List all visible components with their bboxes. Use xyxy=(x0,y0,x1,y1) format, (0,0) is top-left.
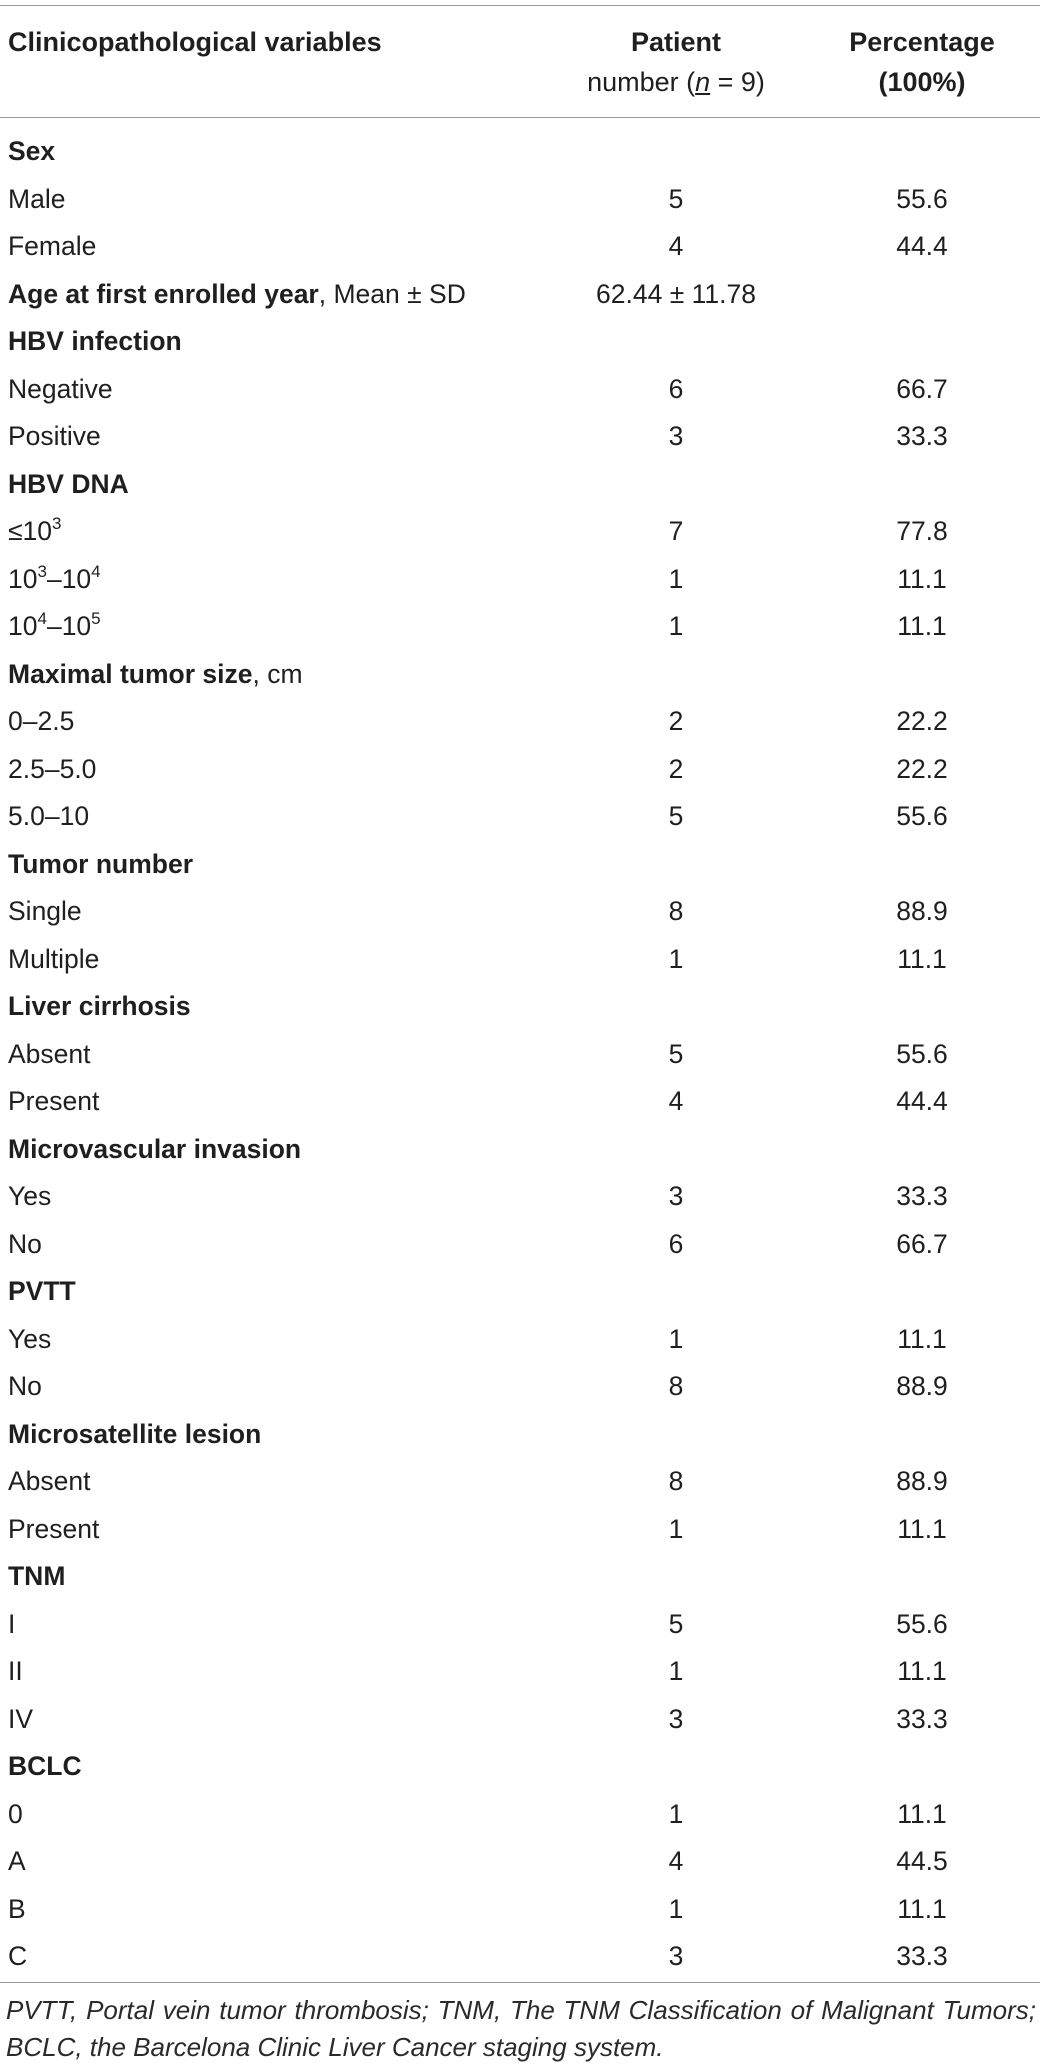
section-heading xyxy=(8,1134,301,1165)
row-label xyxy=(8,801,89,832)
table-row xyxy=(0,508,1040,556)
section-heading xyxy=(8,1276,76,1307)
patient-number-cell: 1 xyxy=(668,563,684,594)
row-label-text: Positive xyxy=(8,421,101,451)
row-label-text: A xyxy=(8,1846,26,1876)
row-label-text: B xyxy=(8,1893,26,1924)
table-row xyxy=(0,888,1040,936)
patient-number-cell: 4 xyxy=(668,1086,684,1116)
row-label xyxy=(8,1324,51,1355)
patient-number-cell: 3 xyxy=(668,1181,684,1211)
exponent: 4 xyxy=(91,561,101,581)
range-separator: –10 xyxy=(46,563,92,594)
percentage-cell: 44.4 xyxy=(896,231,948,261)
patient-number-cell: 62.44 ± 11.78 xyxy=(596,278,756,309)
patient-number-cell: 5 xyxy=(668,801,684,831)
row-label-text: No xyxy=(8,1228,42,1259)
row-label xyxy=(8,1181,51,1212)
row-label-text: HBV DNA xyxy=(8,468,129,499)
percentage-cell: 66.7 xyxy=(896,373,948,404)
patient-number-cell: 7 xyxy=(668,516,684,546)
patient-number-cell: 5 xyxy=(668,1608,684,1639)
percentage-cell: 22.2 xyxy=(896,706,948,736)
section-heading-row xyxy=(0,1411,1040,1459)
table-row xyxy=(0,176,1040,224)
header-patient-pre: number ( xyxy=(587,67,696,97)
row-label-text: PVTT xyxy=(8,1276,76,1306)
section-heading xyxy=(8,659,303,690)
section-heading xyxy=(8,136,55,167)
row-label-text: Tumor number xyxy=(8,848,194,879)
section-heading-row xyxy=(0,1743,1040,1791)
row-label-text: Age at first enrolled year xyxy=(8,278,319,309)
patient-number-cell: 4 xyxy=(668,1846,684,1876)
table-header-rule xyxy=(0,117,1040,118)
section-heading xyxy=(8,1751,82,1782)
row-label-text: Yes xyxy=(8,1323,52,1354)
table-row xyxy=(0,1363,1040,1411)
row-label-text: 10 xyxy=(8,611,38,641)
row-label xyxy=(8,1846,26,1877)
table-row xyxy=(0,936,1040,984)
row-label xyxy=(8,1086,99,1117)
percentage-cell: 22.2 xyxy=(896,753,948,784)
header-patient-post: = 9) xyxy=(710,67,765,97)
table-row xyxy=(0,223,1040,271)
row-label xyxy=(8,421,101,452)
row-label xyxy=(8,706,74,737)
table-row xyxy=(0,556,1040,604)
percentage-cell: 33.3 xyxy=(896,1703,948,1734)
patient-number-cell: 2 xyxy=(668,706,684,736)
table-row xyxy=(0,746,1040,794)
percentage-cell: 33.3 xyxy=(896,1181,948,1211)
section-heading-row xyxy=(0,651,1040,699)
table-footnote: PVTT, Portal vein tumor thrombosis; TNM, The TNM Classification of Malignant Tumors; BCLC, the Barcelona Clinic Liver Cancer staging system. xyxy=(6,1995,1036,2062)
table-row xyxy=(0,1933,1040,1981)
section-heading xyxy=(8,991,191,1022)
percentage-cell: 11.1 xyxy=(897,563,947,594)
row-label xyxy=(8,1229,42,1260)
section-heading-row xyxy=(0,128,1040,176)
row-label xyxy=(8,1371,42,1402)
patient-number-cell: 1 xyxy=(668,1893,684,1924)
table-row xyxy=(0,1173,1040,1221)
row-label xyxy=(8,896,82,927)
row-label-text: IV xyxy=(8,1703,34,1734)
row-label-text: 0–2.5 xyxy=(8,706,75,736)
row-label-text: Male xyxy=(8,183,66,214)
table-row xyxy=(0,1458,1040,1506)
row-label-text: Multiple xyxy=(8,943,100,974)
percentage-cell: 11.1 xyxy=(897,1798,947,1829)
row-label xyxy=(8,754,96,785)
section-heading-row xyxy=(0,841,1040,889)
row-label-text: ≤10 xyxy=(8,516,53,546)
percentage-cell: 44.4 xyxy=(896,1086,948,1116)
table-row xyxy=(0,413,1040,461)
percentage-cell: 55.6 xyxy=(896,1038,948,1069)
header-patient-line1: Patient xyxy=(630,27,722,57)
patient-number-cell: 3 xyxy=(668,1703,684,1734)
row-label-text: Microvascular invasion xyxy=(8,1133,302,1164)
table-row xyxy=(0,603,1040,651)
header-variables: Clinicopathological variables xyxy=(8,27,382,57)
row-label-text: Absent xyxy=(8,1466,91,1496)
patient-number-cell: 1 xyxy=(668,1323,684,1354)
row-label-text: C xyxy=(8,1941,28,1971)
patient-number-cell: 4 xyxy=(668,231,684,261)
row-label-text: II xyxy=(8,1656,23,1686)
table-row xyxy=(0,793,1040,841)
percentage-cell: 77.8 xyxy=(896,516,948,546)
percentage-cell: 66.7 xyxy=(896,1228,948,1259)
percentage-cell: 88.9 xyxy=(896,1371,948,1401)
table-row xyxy=(0,1648,1040,1696)
table-row xyxy=(0,698,1040,746)
row-label-text: 5.0–10 xyxy=(8,801,90,831)
table-row xyxy=(0,1838,1040,1886)
row-label xyxy=(8,1514,99,1545)
row-label-text: Liver cirrhosis xyxy=(8,991,191,1021)
section-heading-row xyxy=(0,1126,1040,1174)
row-label xyxy=(8,944,99,975)
patient-number-cell: 3 xyxy=(668,421,684,451)
row-label-text: Present xyxy=(8,1513,100,1544)
percentage-cell: 44.5 xyxy=(896,1846,948,1876)
table-bottom-rule xyxy=(0,1982,1040,1983)
section-heading xyxy=(8,1419,261,1450)
row-label-text: 2.5–5.0 xyxy=(8,753,97,784)
row-label-unit: , cm xyxy=(252,658,303,689)
row-label xyxy=(8,374,113,405)
row-label-text: Microsatellite lesion xyxy=(8,1418,262,1449)
section-heading xyxy=(8,849,193,880)
percentage-cell: 33.3 xyxy=(896,421,948,451)
row-label-text: Maximal tumor size xyxy=(8,658,253,689)
row-label xyxy=(8,1609,15,1640)
row-label-text: HBV infection xyxy=(8,326,182,356)
row-label xyxy=(8,611,101,642)
row-label xyxy=(8,1656,23,1687)
section-heading xyxy=(8,1561,65,1592)
table-top-rule xyxy=(0,5,1040,6)
header-patient-n: n xyxy=(695,67,711,97)
section-heading-row xyxy=(0,983,1040,1031)
table-row xyxy=(0,271,1040,319)
row-label-text: Yes xyxy=(8,1181,52,1211)
range-separator: –10 xyxy=(46,611,92,641)
exponent: 5 xyxy=(91,609,101,628)
percentage-cell: 11.1 xyxy=(897,943,947,974)
row-label xyxy=(8,279,466,310)
patient-number-cell: 5 xyxy=(668,1038,684,1069)
section-heading-row xyxy=(0,461,1040,509)
percentage-cell: 11.1 xyxy=(897,611,947,641)
row-label-text: Negative xyxy=(8,373,113,404)
section-heading-row xyxy=(0,1553,1040,1601)
row-label xyxy=(8,1039,91,1070)
percentage-cell: 11.1 xyxy=(897,1656,947,1686)
patient-number-cell: 5 xyxy=(668,183,684,214)
row-label-text: TNM xyxy=(8,1561,66,1591)
row-label-text: 10 xyxy=(8,563,38,594)
row-label xyxy=(8,1894,26,1925)
percentage-cell: 33.3 xyxy=(896,1941,948,1971)
patient-number-cell: 6 xyxy=(668,1228,684,1259)
patient-number-cell: 1 xyxy=(668,1798,684,1829)
patient-number-cell: 8 xyxy=(668,1371,684,1401)
row-label xyxy=(8,1799,23,1830)
header-percentage-line2: (100%) xyxy=(878,67,966,97)
row-label-text: Present xyxy=(8,1086,100,1116)
table-body xyxy=(0,128,1040,1981)
patient-number-cell: 1 xyxy=(668,611,684,641)
patient-number-cell: 1 xyxy=(668,1513,684,1544)
percentage-cell: 55.6 xyxy=(896,183,948,214)
patient-number-cell: 8 xyxy=(668,1466,684,1496)
table-row xyxy=(0,1601,1040,1649)
section-heading-row xyxy=(0,1268,1040,1316)
table-row xyxy=(0,1886,1040,1934)
header-patient-line2 xyxy=(556,62,796,102)
patient-number-cell: 3 xyxy=(668,1941,684,1971)
patient-number-cell: 8 xyxy=(668,896,684,926)
percentage-cell: 88.9 xyxy=(896,896,948,926)
percentage-cell: 11.1 xyxy=(897,1893,947,1924)
patient-number-cell: 1 xyxy=(668,1656,684,1686)
patient-number-cell: 1 xyxy=(668,943,684,974)
row-label-unit: , Mean ± SD xyxy=(318,278,466,309)
section-heading xyxy=(8,469,129,500)
row-label-text: BCLC xyxy=(8,1751,82,1781)
row-label xyxy=(8,1704,33,1735)
row-label-text: I xyxy=(8,1608,16,1639)
table-row xyxy=(0,1031,1040,1079)
row-label xyxy=(8,1941,27,1972)
table-row xyxy=(0,1316,1040,1364)
header-patient-number xyxy=(556,22,796,102)
row-label xyxy=(8,231,96,262)
row-label xyxy=(8,1466,91,1497)
exponent: 3 xyxy=(52,514,62,533)
section-heading xyxy=(8,326,182,357)
row-label-text: Single xyxy=(8,896,82,926)
row-label xyxy=(8,184,65,215)
patient-number-cell: 2 xyxy=(668,753,684,784)
table-row xyxy=(0,366,1040,414)
row-label-text: Female xyxy=(8,231,97,261)
percentage-cell: 88.9 xyxy=(896,1466,948,1496)
patient-number-cell: 6 xyxy=(668,373,684,404)
table-row xyxy=(0,1696,1040,1744)
percentage-cell: 55.6 xyxy=(896,801,948,831)
exponent: 4 xyxy=(37,609,47,628)
percentage-cell: 11.1 xyxy=(897,1513,947,1544)
row-label-text: Absent xyxy=(8,1038,91,1069)
table-row xyxy=(0,1221,1040,1269)
row-label xyxy=(8,561,101,595)
section-heading-row xyxy=(0,318,1040,366)
row-label-text: No xyxy=(8,1371,42,1401)
row-label-text: Sex xyxy=(8,136,56,166)
header-percentage xyxy=(808,22,1036,102)
percentage-cell: 55.6 xyxy=(896,1608,948,1639)
row-label xyxy=(8,516,62,547)
table-row xyxy=(0,1506,1040,1554)
table-row xyxy=(0,1791,1040,1839)
table-row xyxy=(0,1078,1040,1126)
row-label-text: 0 xyxy=(8,1798,23,1829)
exponent: 3 xyxy=(37,561,47,581)
percentage-cell: 11.1 xyxy=(897,1323,947,1354)
header-percentage-line1: Percentage xyxy=(849,27,995,57)
